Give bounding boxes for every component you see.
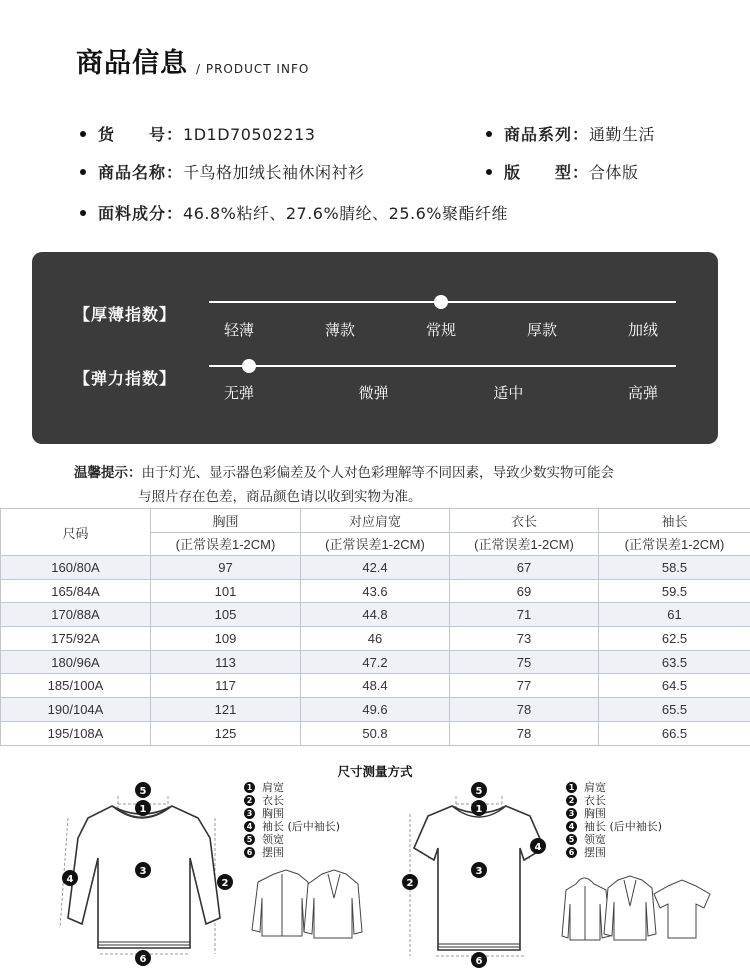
legend-number: 5 (244, 834, 255, 845)
legend-number: 3 (566, 808, 577, 819)
measure-cell: 121 (151, 698, 301, 722)
info-material (80, 201, 508, 224)
info-name (80, 160, 365, 183)
legend-item (566, 846, 662, 859)
notice-title: 温馨提示： (74, 465, 142, 481)
column-note: (正常误差1-2CM) (599, 532, 750, 556)
section-subtitle: / PRODUCT INFO (196, 62, 310, 76)
notice-text: 由于灯光、显示器色彩偏差及个人对色彩理解等不同因素，导致少数实物可能会 (141, 465, 614, 481)
measurement-legend-right (566, 781, 662, 859)
measure-cell: 62.5 (599, 627, 750, 651)
svg-text:2: 2 (406, 878, 414, 889)
scale-option: 常规 (425, 321, 457, 339)
color-notice (74, 461, 614, 509)
table-row (1, 698, 750, 722)
tshirt-measure-diagram (398, 778, 558, 970)
info-item-no (80, 122, 315, 145)
bullet-icon (486, 169, 492, 175)
column-header: 衣长 (450, 509, 599, 533)
measure-cell: 71 (450, 603, 599, 627)
measure-cell: 66.5 (599, 721, 750, 745)
legend-number: 6 (566, 847, 577, 858)
size-cell: 160/80A (1, 556, 151, 580)
info-value: 46.8%粘纤、27.6%腈纶、25.6%聚酯纤维 (183, 204, 509, 223)
measure-cell: 64.5 (599, 674, 750, 698)
section-header (76, 44, 309, 80)
scale-option: 轻薄 (223, 321, 255, 339)
notice-text: 与照片存在色差，商品颜色请以收到实物为准。 (138, 489, 422, 505)
measure-cell: 44.8 (301, 603, 450, 627)
svg-text:5: 5 (475, 786, 483, 797)
top-thumbnails (560, 872, 720, 942)
table-header-row (1, 509, 750, 533)
info-fit (486, 160, 639, 183)
scale-option: 薄款 (324, 321, 356, 339)
bullet-icon (80, 131, 86, 137)
legend-text: 袖长 (后中袖长) (262, 820, 341, 833)
legend-text: 袖长 (后中袖长) (584, 820, 663, 833)
measure-cell: 101 (151, 579, 301, 603)
measure-cell: 47.2 (301, 650, 450, 674)
legend-text: 领宽 (584, 833, 606, 846)
bullet-icon (80, 169, 86, 175)
legend-number: 1 (566, 782, 577, 793)
legend-number: 4 (566, 821, 577, 832)
legend-text: 领宽 (262, 833, 284, 846)
measure-cell: 42.4 (301, 556, 450, 580)
scale-option: 无弹 (223, 384, 255, 402)
info-value: 千鸟格加绒长袖休闲衬衫 (183, 163, 365, 182)
measure-cell: 65.5 (599, 698, 750, 722)
legend-number: 1 (244, 782, 255, 793)
legend-text: 肩宽 (262, 781, 284, 794)
svg-text:5: 5 (139, 786, 147, 797)
elasticity-scale-line (209, 365, 676, 367)
thickness-index-label: 【厚薄指数】 (74, 305, 177, 324)
info-value: 通勤生活 (589, 125, 656, 144)
column-note: (正常误差1-2CM) (450, 532, 599, 556)
legend-item (566, 820, 662, 833)
measure-cell: 63.5 (599, 650, 750, 674)
info-value: 合体版 (589, 163, 639, 182)
table-row (1, 579, 750, 603)
measure-cell: 61 (599, 603, 750, 627)
svg-text:1: 1 (139, 804, 147, 815)
svg-text:3: 3 (139, 866, 147, 877)
measure-cell: 48.4 (301, 674, 450, 698)
measure-cell: 69 (450, 579, 599, 603)
scale-option: 适中 (493, 384, 524, 402)
size-cell: 195/108A (1, 721, 151, 745)
legend-item (566, 807, 662, 820)
table-row (1, 627, 750, 651)
legend-text: 衣长 (584, 794, 606, 807)
info-label: 版 型： (504, 163, 590, 182)
measure-cell: 43.6 (301, 579, 450, 603)
legend-item (244, 833, 340, 846)
scale-option: 加绒 (627, 321, 659, 339)
measure-cell: 97 (151, 556, 301, 580)
measure-cell: 75 (450, 650, 599, 674)
svg-text:3: 3 (475, 866, 483, 877)
legend-item (244, 846, 340, 859)
svg-text:4: 4 (66, 874, 74, 885)
info-label: 面料成分： (98, 204, 184, 223)
svg-text:6: 6 (139, 954, 147, 965)
measure-cell: 59.5 (599, 579, 750, 603)
size-header: 尺码 (1, 509, 151, 556)
measure-cell: 105 (151, 603, 301, 627)
scale-option: 微弹 (358, 384, 389, 402)
table-row (1, 603, 750, 627)
thickness-scale-marker (434, 295, 448, 309)
index-panel (32, 252, 718, 444)
measure-cell: 77 (450, 674, 599, 698)
scale-option: 厚款 (526, 321, 558, 339)
table-row (1, 674, 750, 698)
size-cell: 170/88A (1, 603, 151, 627)
elasticity-index-label: 【弹力指数】 (74, 369, 177, 388)
measure-cell: 78 (450, 698, 599, 722)
measurement-legend-left (244, 781, 340, 859)
table-row (1, 721, 750, 745)
measure-cell: 78 (450, 721, 599, 745)
info-series (486, 122, 655, 145)
size-cell: 180/96A (1, 650, 151, 674)
svg-text:6: 6 (475, 956, 483, 967)
measure-cell: 49.6 (301, 698, 450, 722)
legend-item (244, 794, 340, 807)
legend-item (244, 781, 340, 794)
legend-number: 4 (244, 821, 255, 832)
measure-cell: 125 (151, 721, 301, 745)
legend-item (244, 820, 340, 833)
legend-text: 摆围 (584, 846, 606, 859)
legend-item (566, 794, 662, 807)
legend-item (566, 781, 662, 794)
size-table (0, 508, 750, 746)
column-header: 胸围 (151, 509, 301, 533)
legend-number: 6 (244, 847, 255, 858)
info-label: 货 号： (98, 125, 184, 144)
legend-text: 肩宽 (584, 781, 606, 794)
table-row (1, 556, 750, 580)
measure-cell: 109 (151, 627, 301, 651)
size-cell: 165/84A (1, 579, 151, 603)
svg-text:1: 1 (475, 804, 483, 815)
column-note: (正常误差1-2CM) (301, 532, 450, 556)
svg-text:2: 2 (221, 878, 229, 889)
column-header: 对应肩宽 (301, 509, 450, 533)
legend-item (244, 807, 340, 820)
measure-cell: 58.5 (599, 556, 750, 580)
legend-text: 胸围 (584, 807, 606, 820)
legend-text: 衣长 (262, 794, 284, 807)
legend-item (566, 833, 662, 846)
bullet-icon (80, 210, 86, 216)
table-row (1, 650, 750, 674)
measurement-title: 尺寸测量方式 (337, 764, 413, 779)
measure-cell: 73 (450, 627, 599, 651)
size-cell: 190/104A (1, 698, 151, 722)
column-note: (正常误差1-2CM) (151, 532, 301, 556)
svg-text:4: 4 (534, 842, 542, 853)
jacket-thumbnails (250, 868, 370, 940)
legend-number: 2 (244, 795, 255, 806)
legend-text: 胸围 (262, 807, 284, 820)
legend-number: 5 (566, 834, 577, 845)
legend-number: 3 (244, 808, 255, 819)
measure-cell: 46 (301, 627, 450, 651)
info-value: 1D1D70502213 (183, 125, 316, 144)
scale-option: 高弹 (627, 384, 659, 402)
measure-cell: 67 (450, 556, 599, 580)
legend-text: 摆围 (262, 846, 284, 859)
legend-number: 2 (566, 795, 577, 806)
info-label: 商品系列： (504, 125, 590, 144)
measure-cell: 50.8 (301, 721, 450, 745)
bullet-icon (486, 131, 492, 137)
size-cell: 175/92A (1, 627, 151, 651)
size-cell: 185/100A (1, 674, 151, 698)
sweater-measure-diagram (50, 778, 240, 970)
elasticity-scale-marker (242, 359, 256, 373)
section-title: 商品信息 (76, 48, 188, 79)
measure-cell: 113 (151, 650, 301, 674)
measure-cell: 117 (151, 674, 301, 698)
column-header: 袖长 (599, 509, 750, 533)
info-label: 商品名称： (98, 163, 184, 182)
